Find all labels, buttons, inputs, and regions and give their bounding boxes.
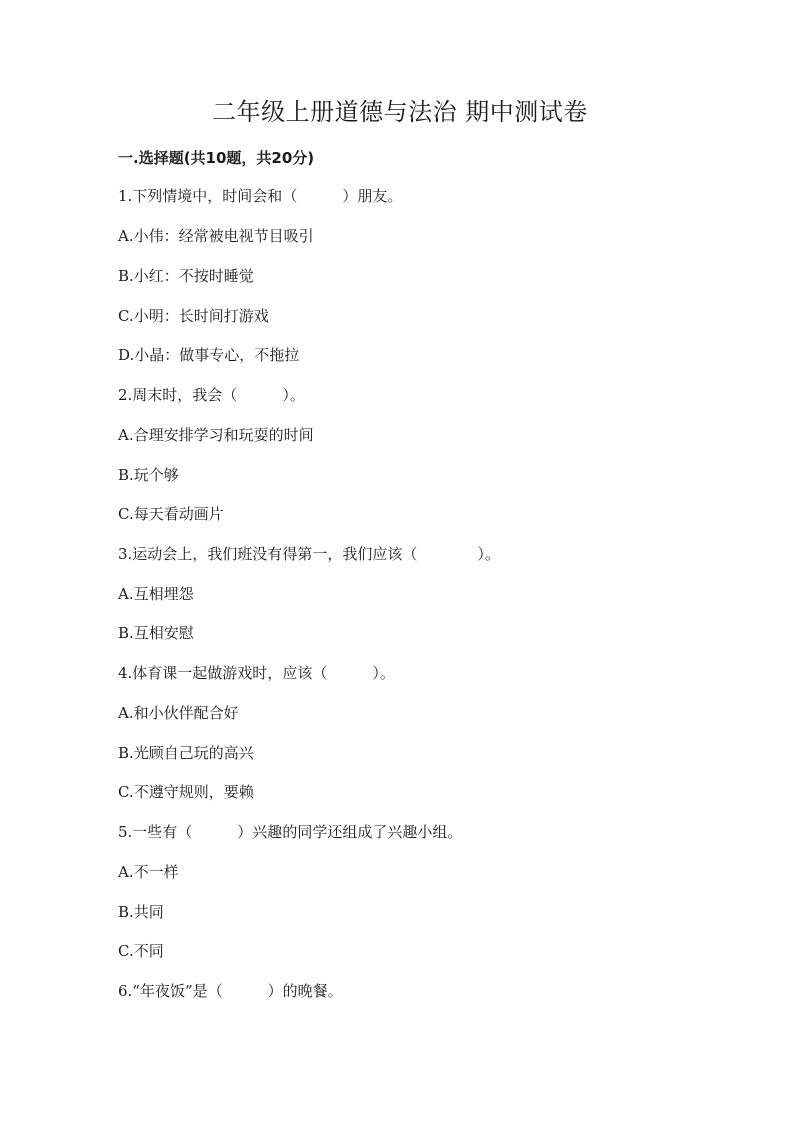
- option-3a: A.互相埋怨: [118, 585, 194, 603]
- page-title: 二年级上册道德与法治 期中测试卷: [212, 98, 588, 126]
- question-1: 1.下列情境中，时间会和（ ）朋友。: [118, 187, 403, 205]
- option-2c: C.每天看动画片: [118, 505, 224, 523]
- question-6: 6.“年夜饭”是（ ）的晚餐。: [118, 982, 343, 1000]
- question-3: 3.运动会上，我们班没有得第一，我们应该（ ）。: [118, 545, 500, 563]
- question-5: 5.一些有（ ）兴趣的同学还组成了兴趣小组。: [118, 823, 463, 841]
- option-5b: B.共同: [118, 903, 164, 921]
- option-3b: B.互相安慰: [118, 624, 194, 642]
- option-1d: D.小晶：做事专心，不拖拉: [118, 346, 300, 364]
- option-4c: C.不遵守规则，要赖: [118, 783, 254, 801]
- option-2b: B.玩个够: [118, 466, 179, 484]
- option-1c: C.小明：长时间打游戏: [118, 307, 269, 325]
- option-4b: B.光顾自己玩的高兴: [118, 744, 254, 762]
- question-4: 4.体育课一起做游戏时，应该（ ）。: [118, 664, 395, 682]
- option-5a: A.不一样: [118, 863, 179, 881]
- option-1a: A.小伟：经常被电视节目吸引: [118, 227, 314, 245]
- section-heading: 一.选择题(共10题，共20分): [118, 149, 315, 167]
- option-1b: B.小红：不按时睡觉: [118, 267, 254, 285]
- option-4a: A.和小伙伴配合好: [118, 704, 239, 722]
- option-5c: C.不同: [118, 942, 164, 960]
- question-2: 2.周末时，我会（ ）。: [118, 386, 305, 404]
- option-2a: A.合理安排学习和玩耍的时间: [118, 426, 314, 444]
